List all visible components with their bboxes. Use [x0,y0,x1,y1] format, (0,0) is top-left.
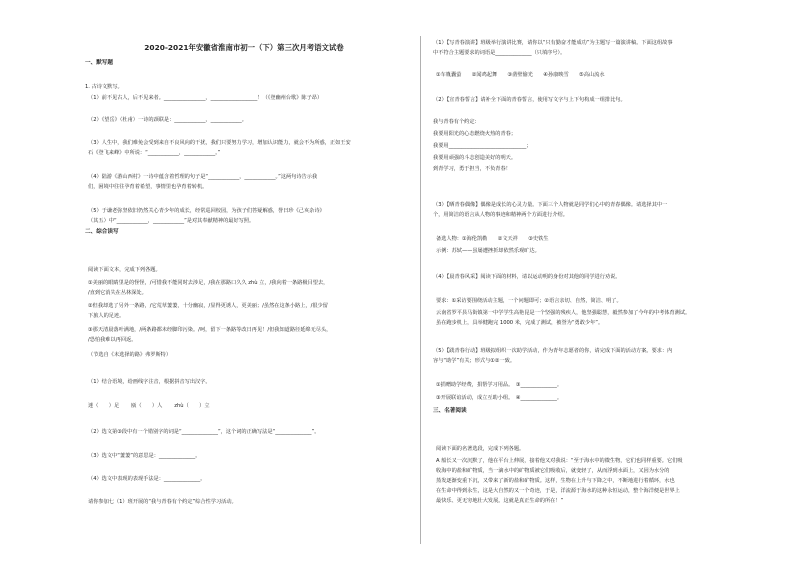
question-1-intro: 1. 古诗文默写。 [85,84,123,90]
question-1-3-line1: （3）人生中，我们难免会受到来自不良风向的干扰，我们只要努力学习，增加认识能力，就会不为所惑，正如王安 [88,140,351,146]
poem-paragraph-2-line1: ②但我却选了另外一条路，/它荒草萋萋，十分幽寂，/显得更诱人，更美丽；/虽然在这条小路上，/很少留 [88,303,328,309]
pledge-line-2: 我要用______________________________； [433,143,532,149]
question-2-2: （2）选文第③段中有一个错别字的词是“______________”，这个词的正确写法是“______________”。 [88,429,320,435]
question-r3-options: 备选人物：①海伦凯勒 ②文天祥 ③史铁生 [436,236,549,242]
question-r1-line2: 中不符合主题要求的词语是______________（只填序号）。 [433,50,566,56]
section-heading-reading: 二、综合读写 [85,229,119,235]
question-r3-line2: 个，用简洁的语言从人物的事迹和精神两个方面进行介绍。 [433,212,568,218]
question-1-1: （1）前不见古人，后不见来者。________________，__________________！（《登幽州台歌》陈子昂） [88,95,323,101]
poem-paragraph-3-line1: ③那天清晨落叶满地，/两条路都未经脚印污染。/呵，留下一条路等改日再见！/但我知道路径延绵无尽头， [88,327,332,333]
pledge-line-1: 我要用阳光的心态燃烧火热的青春； [433,131,517,137]
question-r1-options: ①车胤囊萤 ②闻鸡起舞 ③凿壁偷光 ④孙康映雪 ⑤高山流水 [436,72,605,78]
pinyin-line: 迷（ ）足 瓯（ ）人 zhù（ ）立 [88,403,210,409]
reading-intro: 阅读下面文本，完成下列各题。 [88,267,161,273]
question-2-1: （1）结合语境，给画线字注音，根据拼音写出汉字。 [88,379,211,385]
question-1-5-line1: （5）于谦老弥坚依旧仍然关心青少年的成长，经常巡回校园，为孩子们答疑解惑，誉曰珍《己亥杂诗》 [88,208,325,214]
classics-passage-line4: 在生命中得到永生，这是大自然的又一个奇迹，于是，洋流源于海水的这种永恒运动，整个海洋便是世界上 [436,488,680,494]
question-r5-row2: ③开展联谊活动，成立互助小组。 ④______________。 [436,395,563,401]
question-r4-material-line2: 虽在跑步机上，具举健跑完 1000 米，完成了测试，被誉为“勇敢少年”。 [436,320,604,326]
question-r3-line1: （3）【晒青春偶像】偶像是成长的心灵力量。下面三个人物就是同学们心中的青春偶像。请选择其中一 [433,202,668,208]
question-1-2: （2）《望岳》（杜甫）一诗的颈联是：____________，____________。 [88,117,247,123]
question-1-3-line2: 石《登飞来峰》中所说：“____________，____________。” [88,150,221,156]
classics-passage-line2: 收海中的盐和矿物质，当一滴水中的矿物质被它们吸收后，就变轻了，从而浮到水面上，又因为水分的 [436,468,670,474]
pledge-line-4: 到青学习，勇于担当，不负青春！ [433,166,511,172]
classics-passage-line1: A 船长又一次沉默了，他在平台上伸展，接着他又对我说：“至于海水中的微生物，它们也同样重要。它们吸 [436,458,683,464]
activity-intro: 请你参加七（1）班开展的“我与青春有个约定”综合性学习活动。 [88,499,237,505]
question-r4: （4）【晨青春风采】阅读下面的材料，请以运动明的身份对其他的同学进行劝说。 [433,274,621,280]
classics-passage-line3: 蒸发逐渐变重下沉，又带来了新的盐和矿物质。这样，生物在上升与下降之中，不断地进行着循环，水也 [436,478,675,484]
question-2-4: （4）选文中表现的表现手法是：______________。 [88,476,206,482]
question-r3-example: 示例：苏轼——虽屡遭挫折却依然乐观旷达。 [436,248,540,254]
question-r5-line1: （5）【践青春行动】班级拟组织一次助学活动，作为青年志愿者的你，请完成下面的活动方案。要求：内 [433,348,673,354]
question-1-4-line1: （4）陆游《游山西村》一诗中蕴含着哲理的句子是“____________，____________。”这两句诗告示我 [88,174,318,180]
poem-source: （节选自《未选择的路》弗罗斯特） [88,352,172,358]
pledge-heading: 我与青春有个约定： [433,119,480,125]
question-r2: （2）【宣青春誓言】请补全下面的青春誓言，使用写文字与上下句构成一组排比句。 [433,97,626,103]
classics-intro: 阅读下面的名著选段，完成下列各题。 [436,446,525,452]
column-divider [420,36,421,544]
question-1-5-line2: （其五）中“____________，____________”是对其奉献精神的最好写照。 [88,218,255,224]
question-r4-material-line1: 云南省罗平县马街镇第一中学学生高艳昆是一个坚强的残疾人，他坚强聪慧，毅然参加了今年的中考体育测试。 [436,310,691,316]
question-2-3: （3）选文中“萋萋”的意思是：______________。 [88,453,201,459]
poem-paragraph-2-line2: 下旅人的足迹。 [88,313,125,319]
section-heading-classics: 三、名著阅读 [433,408,467,414]
question-r1-line1: （1）【写青春演讲】班级举行演讲比赛，请你以“只有勤奋才能成功”为主题写一篇演讲稿。下面这组故事 [433,40,673,46]
question-r5-line2: 容与“助学”有关；形式与①②一致。 [433,358,516,364]
section-heading-dictation: 一、默写题 [85,60,113,66]
pledge-line-3: 我要用顽强的斗志创造美好的明天。 [433,155,517,161]
poem-paragraph-3-line2: /恐怕我难以再回返。 [88,337,137,343]
poem-paragraph-1-line1: ①美丽的眼睛里是的怪怪，/可惜我不能同时去涉足，/我在那路口久久 zhù 立，/我向着一条路极目望去， [88,280,329,286]
exam-title: 2020-2021年安徽省淮南市初一（下）第三次月考语文试卷 [144,43,344,52]
poem-paragraph-1-line2: /直到它消失在丛林深处。 [88,290,147,296]
question-1-4-line2: 们，困境中往往孕育着希望，事情里也孕育着转机。 [88,184,208,190]
question-r4-requirements: 要求：①采访要围绕活动主题，一个问题即可；②语言亲切、自然，简洁、明了。 [436,298,622,304]
question-r5-row1: ①捐赠助学经费，捐帮学习用品。 ③______________。 [436,382,563,388]
classics-passage-line5: 最快乐、更无穷地壮大发展。这就是真正生命的所在！” [436,498,564,504]
